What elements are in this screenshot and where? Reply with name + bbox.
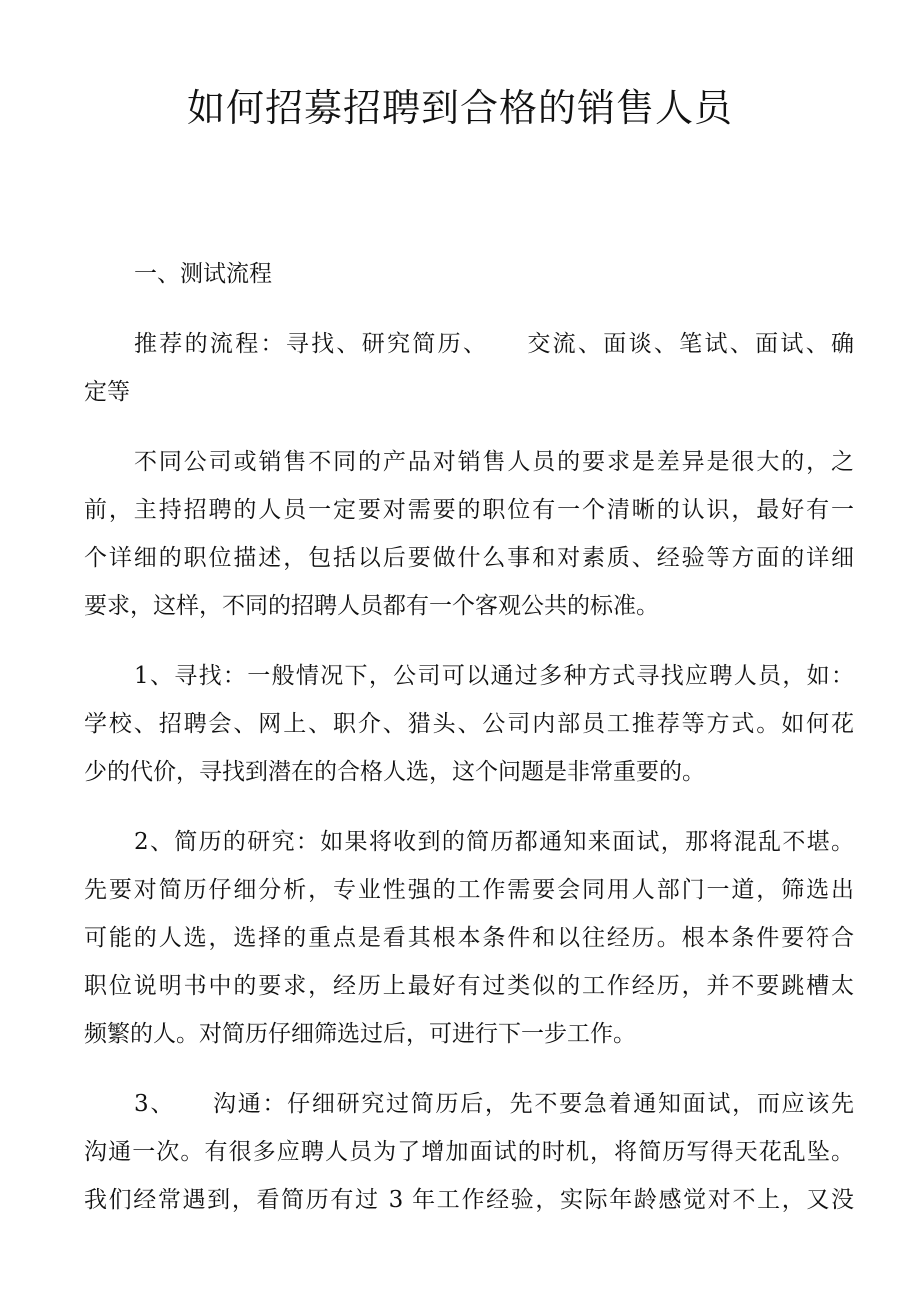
paragraph-line: 2、简历的研究：如果将收到的简历都通知来面试，那将混乱不堪。 [134,829,854,855]
paragraph-line: 前，主持招聘的人员一定要对需要的职位有一个清晰的认识，最好有一 [84,497,854,523]
section-heading: 一、测试流程 [134,261,272,287]
paragraph-line: 1、寻找：一般情况下，公司可以通过多种方式寻找应聘人员，如： [134,663,854,689]
paragraph-line: 定等 [84,379,130,405]
paragraph-line: 不同公司或销售不同的产品对销售人员的要求是差异是很大的，之 [134,449,854,475]
paragraph-line: 职位说明书中的要求，经历上最好有过类似的工作经历，并不要跳槽太 [84,973,854,999]
paragraph-line: 可能的人选，选择的重点是看其根本条件和以往经历。根本条件要符合 [84,925,854,951]
paragraph-line: 要求，这样，不同的招聘人员都有一个客观公共的标准。 [84,593,659,619]
paragraph-line: 学校、招聘会、网上、职介、猎头、公司内部员工推荐等方式。如何花 [84,711,854,737]
page-title: 如何招募招聘到合格的销售人员 [186,86,733,130]
paragraph-line: 先要对简历仔细分析，专业性强的工作需要会同用人部门一道，筛选出 [84,877,854,903]
paragraph-line: 我们经常遇到，看简历有过 3 年工作经验，实际年龄感觉对不上，又没 [84,1187,854,1213]
paragraph-line: 沟通一次。有很多应聘人员为了增加面试的时机，将简历写得天花乱坠。 [84,1139,854,1165]
paragraph-line: 少的代价，寻找到潜在的合格人选，这个问题是非常重要的。 [84,759,705,785]
paragraph-line: 推荐的流程：寻找、研究简历、 交流、面谈、笔试、面试、确 [134,331,854,357]
paragraph-line: 个详细的职位描述，包括以后要做什么事和对素质、经验等方面的详细 [84,545,854,571]
paragraph-line: 3、 沟通：仔细研究过简历后，先不要急着通知面试，而应该先 [134,1091,854,1117]
paragraph-line: 频繁的人。对简历仔细筛选过后，可进行下一步工作。 [84,1021,636,1047]
